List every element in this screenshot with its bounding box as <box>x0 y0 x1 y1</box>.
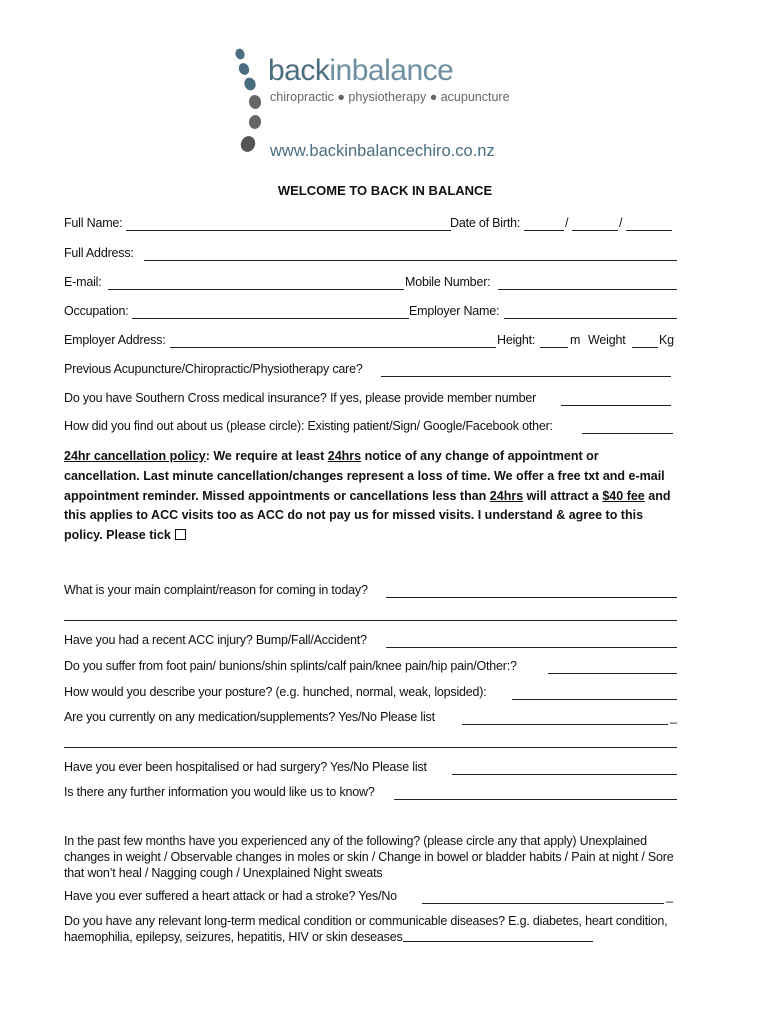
website-link[interactable]: www.backinbalancechiro.co.nz <box>270 142 495 160</box>
pain-field[interactable] <box>548 673 677 674</box>
weight-field[interactable] <box>632 347 658 348</box>
policy-hours-2: 24hrs <box>489 488 524 503</box>
complaint-field[interactable] <box>386 597 677 598</box>
dob-month-field[interactable] <box>572 230 618 231</box>
address-field[interactable] <box>144 260 677 261</box>
found-us-row <box>64 416 677 436</box>
pain-label: Do you suffer from foot pain/ bunions/shin splints/calf pain/knee pain/hip pain/Other:? <box>64 659 517 673</box>
previous-care-field[interactable] <box>381 376 671 377</box>
pain-row <box>64 656 677 676</box>
occupation-row <box>64 301 677 321</box>
email-field[interactable] <box>108 289 404 290</box>
employer-address-field[interactable] <box>170 347 496 348</box>
past-months-question: In the past few months have you experienced any of the following? (please circle any that apply) Unexplained changes in weight / Observable changes in moles or skin / Change in bowel or bladder habits / Pain at night / Sore that won’t heal / Nagging cough / Unexplained Night sweats <box>64 834 674 880</box>
longterm-condition-field[interactable] <box>403 929 593 942</box>
complaint-field-line-2[interactable] <box>64 620 677 621</box>
address-label: Full Address: <box>64 246 134 260</box>
dob-separator-2: / <box>619 216 623 230</box>
employer-name-field[interactable] <box>504 318 677 319</box>
policy-heading: 24hr cancellation policy <box>64 449 206 463</box>
hospital-field[interactable] <box>452 774 677 775</box>
posture-field[interactable] <box>512 699 677 700</box>
further-info-field[interactable] <box>394 799 677 800</box>
full-name-row <box>64 213 677 233</box>
weight-label: Weight <box>588 333 626 347</box>
address-row <box>64 243 677 263</box>
policy-text-1: : We require at least <box>205 449 328 463</box>
member-number-field[interactable] <box>561 405 671 406</box>
longterm-condition-text: Do you have any relevant long-term medical condition or communicable diseases? E.g. diabetes, heart condition, haemophilia, epilepsy, seizures, hepatitis, HIV or skin deseases <box>64 914 668 944</box>
heart-field-tail: _ <box>666 889 673 903</box>
full-name-field[interactable] <box>126 230 451 231</box>
posture-row <box>64 682 677 702</box>
posture-label: How would you describe your posture? (e.g. hunched, normal, weak, lopsided): <box>64 685 487 699</box>
policy-text-3: will attract a <box>523 488 603 503</box>
medication-row <box>64 707 677 727</box>
employer-name-label: Employer Name: <box>409 304 500 318</box>
acc-label: Have you had a recent ACC injury? Bump/Fall/Accident? <box>64 633 367 647</box>
further-info-label: Is there any further information you would like us to know? <box>64 785 375 799</box>
southern-cross-label: Do you have Southern Cross medical insurance? If yes, please provide member number <box>64 391 537 405</box>
medication-field[interactable] <box>462 724 668 725</box>
found-us-other-field[interactable] <box>582 433 673 434</box>
policy-hours-1: 24hrs <box>327 449 362 463</box>
medication-field-tail: _ <box>670 710 677 724</box>
occupation-field[interactable] <box>132 318 409 319</box>
previous-care-row <box>64 359 677 379</box>
dob-year-field[interactable] <box>626 230 672 231</box>
form-title: WELCOME TO BACK IN BALANCE <box>277 183 493 198</box>
brand-part-1: back <box>268 54 330 87</box>
policy-text-4: and this applies to ACC visits too as ACC do not pay us for missed visits. I understand & agree to this policy. Please tick <box>64 488 671 543</box>
full-name-label: Full Name: <box>64 216 123 230</box>
email-row <box>64 272 677 292</box>
dob-label: Date of Birth: <box>450 216 521 230</box>
policy-fee: $40 fee <box>602 488 645 503</box>
heart-label: Have you ever suffered a heart attack or had a stroke? Yes/No <box>64 889 397 903</box>
hospital-row <box>64 757 677 777</box>
spine-logo-icon <box>232 44 268 164</box>
height-label: Height: <box>497 333 536 347</box>
employer-address-row <box>64 330 677 350</box>
heart-field[interactable] <box>422 903 664 904</box>
weight-unit: Kg <box>659 333 674 347</box>
acc-field[interactable] <box>386 647 677 648</box>
dob-day-field[interactable] <box>524 230 564 231</box>
dob-separator-1: / <box>565 216 569 230</box>
previous-care-label: Previous Acupuncture/Chiropractic/Physiotherapy care? <box>64 362 363 376</box>
clinic-logo <box>232 44 532 164</box>
policy-agree-checkbox[interactable] <box>175 529 186 540</box>
brand-tagline: chiropractic ● physiotherapy ● acupuncture <box>270 90 510 104</box>
mobile-field[interactable] <box>498 289 677 290</box>
medication-label: Are you currently on any medication/supplements? Yes/No Please list <box>64 710 435 724</box>
cancellation-policy <box>64 447 676 546</box>
southern-cross-row <box>64 388 677 408</box>
occupation-label: Occupation: <box>64 304 129 318</box>
employer-address-label: Employer Address: <box>64 333 166 347</box>
longterm-condition-question <box>64 913 679 945</box>
hospital-label: Have you ever been hospitalised or had surgery? Yes/No Please list <box>64 760 427 774</box>
further-info-row <box>64 782 677 802</box>
policy-text-2: notice of any change of appointment or cancellation. Last minute cancellation/changes represent a loss of time. We offer a free txt and e-mail appointment reminder. Missed appointments or cancellations less than <box>64 449 665 503</box>
height-unit: m <box>570 333 581 347</box>
email-label: E-mail: <box>64 275 102 289</box>
medication-field-line-2[interactable] <box>64 747 677 748</box>
complaint-row <box>64 580 677 600</box>
acc-row <box>64 630 677 650</box>
complaint-label: What is your main complaint/reason for coming in today? <box>64 583 368 597</box>
found-us-label: How did you find out about us (please circle): Existing patient/Sign/ Google/Facebook other: <box>64 419 553 433</box>
height-field[interactable] <box>540 347 568 348</box>
mobile-label: Mobile Number: <box>405 275 491 289</box>
heart-row <box>64 886 677 906</box>
brand-part-2: inbalance <box>329 54 454 87</box>
brand-name <box>268 54 453 88</box>
